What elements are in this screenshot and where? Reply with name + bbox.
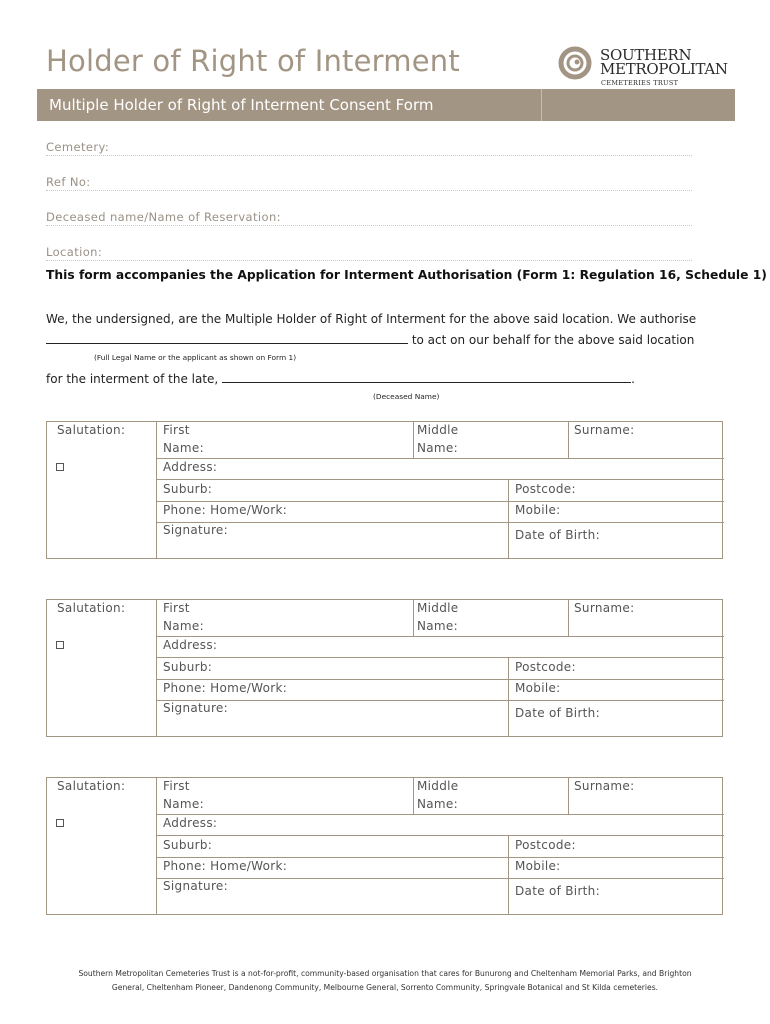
col-divider-right <box>508 479 509 559</box>
signature-label: Signature: <box>163 879 228 893</box>
col-divider-left <box>156 778 157 915</box>
mobile-label: Mobile: <box>515 681 561 695</box>
signature-label: Signature: <box>163 701 228 715</box>
deceased-name-caption: (Deceased Name) <box>373 392 440 401</box>
row-divider <box>156 522 724 523</box>
footer-line-1: Southern Metropolitan Cemeteries Trust is a not-for-profit, community-based organisation that cares for Bunurong and Cheltenham Memorial Parks, and Brighton <box>78 969 692 978</box>
suburb-label: Suburb: <box>163 482 213 496</box>
col-divider-middle <box>413 422 414 458</box>
logo-text-southern: SOUTHERN <box>600 46 692 64</box>
ring-logo-icon <box>558 46 592 80</box>
row-divider <box>156 657 724 658</box>
row-divider <box>156 458 724 459</box>
deceased-name-field[interactable] <box>46 210 692 226</box>
col-divider-right <box>508 657 509 737</box>
phone-label: Phone: Home/Work: <box>163 681 288 695</box>
postcode-label: Postcode: <box>515 838 576 852</box>
first-name-label-2: Name: <box>163 441 204 455</box>
middle-name-label: Middle <box>417 779 459 793</box>
col-divider-surname <box>568 600 569 636</box>
address-label: Address: <box>163 816 218 830</box>
authorise-line-2-text: to act on our behalf for the above said location <box>408 333 695 347</box>
mobile-label: Mobile: <box>515 859 561 873</box>
col-divider-surname <box>568 422 569 458</box>
date-of-birth-label: Date of Birth: <box>515 706 600 720</box>
ref-no-label: Ref No: <box>46 175 91 189</box>
col-divider-middle <box>413 778 414 814</box>
postcode-label: Postcode: <box>515 660 576 674</box>
applicant-name-caption: (Full Legal Name or the applicant as shown on Form 1) <box>94 353 297 362</box>
address-label: Address: <box>163 638 218 652</box>
field-rule <box>46 190 692 191</box>
holder-checkbox[interactable] <box>56 641 64 649</box>
location-field[interactable] <box>46 245 692 261</box>
surname-label: Surname: <box>574 601 635 615</box>
surname-label: Surname: <box>574 423 635 437</box>
banner-divider <box>541 89 542 121</box>
surname-label: Surname: <box>574 779 635 793</box>
middle-name-label-2: Name: <box>417 797 458 811</box>
holder-block-2 <box>46 599 723 737</box>
first-name-label: First <box>163 423 190 437</box>
holder-checkbox[interactable] <box>56 463 64 471</box>
row-divider <box>156 479 724 480</box>
row-divider <box>156 679 724 680</box>
authorise-line-3 <box>46 372 635 386</box>
holder-block-3 <box>46 777 723 915</box>
address-label: Address: <box>163 460 218 474</box>
col-divider-right <box>508 835 509 915</box>
row-divider <box>156 636 724 637</box>
col-divider-left <box>156 422 157 559</box>
suburb-label: Suburb: <box>163 838 213 852</box>
deceased-name-blank[interactable] <box>222 372 631 383</box>
field-rule <box>46 225 692 226</box>
col-divider-middle <box>413 600 414 636</box>
footer <box>40 967 730 995</box>
field-rule <box>46 155 692 156</box>
authorise-line-2 <box>46 333 694 347</box>
location-label: Location: <box>46 245 103 259</box>
authorise-line-3-end: . <box>631 372 635 386</box>
smct-logo <box>558 46 738 90</box>
middle-name-label: Middle <box>417 601 459 615</box>
form-banner <box>37 89 735 121</box>
mobile-label: Mobile: <box>515 503 561 517</box>
row-divider <box>156 878 724 879</box>
date-of-birth-label: Date of Birth: <box>515 528 600 542</box>
row-divider <box>156 857 724 858</box>
applicant-name-blank[interactable] <box>46 333 408 344</box>
authorise-line-3-text: for the interment of the late, <box>46 372 223 386</box>
form-notice: This form accompanies the Application for Interment Authorisation (Form 1: Regulation 16, Schedule 1) <box>46 268 767 282</box>
middle-name-label-2: Name: <box>417 441 458 455</box>
field-rule <box>46 260 692 261</box>
col-divider-surname <box>568 778 569 814</box>
phone-label: Phone: Home/Work: <box>163 503 288 517</box>
page-title: Holder of Right of Interment <box>46 44 460 78</box>
logo-text-cemeteries-trust: CEMETERIES TRUST <box>601 79 679 87</box>
salutation-label: Salutation: <box>57 779 126 793</box>
footer-line-2: General, Cheltenham Pioneer, Dandenong Community, Melbourne General, Sorrento Community, Springvale Botanical and St Kilda cemeteries. <box>111 983 659 992</box>
suburb-label: Suburb: <box>163 660 213 674</box>
row-divider <box>156 700 724 701</box>
salutation-label: Salutation: <box>57 601 126 615</box>
middle-name-label: Middle <box>417 423 459 437</box>
first-name-label: First <box>163 601 190 615</box>
row-divider <box>156 835 724 836</box>
salutation-label: Salutation: <box>57 423 126 437</box>
ref-no-field[interactable] <box>46 175 692 191</box>
cemetery-field[interactable] <box>46 140 692 156</box>
first-name-label-2: Name: <box>163 619 204 633</box>
first-name-label-2: Name: <box>163 797 204 811</box>
form-subtitle: Multiple Holder of Right of Interment Consent Form <box>49 96 434 114</box>
date-of-birth-label: Date of Birth: <box>515 884 600 898</box>
holder-checkbox[interactable] <box>56 819 64 827</box>
logo-text-metropolitan: METROPOLITAN <box>600 60 728 78</box>
cemetery-label: Cemetery: <box>46 140 110 154</box>
authorise-line-1: We, the undersigned, are the Multiple Holder of Right of Interment for the above said location. We authorise <box>46 312 697 326</box>
phone-label: Phone: Home/Work: <box>163 859 288 873</box>
first-name-label: First <box>163 779 190 793</box>
postcode-label: Postcode: <box>515 482 576 496</box>
deceased-name-label: Deceased name/Name of Reservation: <box>46 210 281 224</box>
row-divider <box>156 501 724 502</box>
holder-block-1 <box>46 421 723 559</box>
middle-name-label-2: Name: <box>417 619 458 633</box>
signature-label: Signature: <box>163 523 228 537</box>
row-divider <box>156 814 724 815</box>
col-divider-left <box>156 600 157 737</box>
